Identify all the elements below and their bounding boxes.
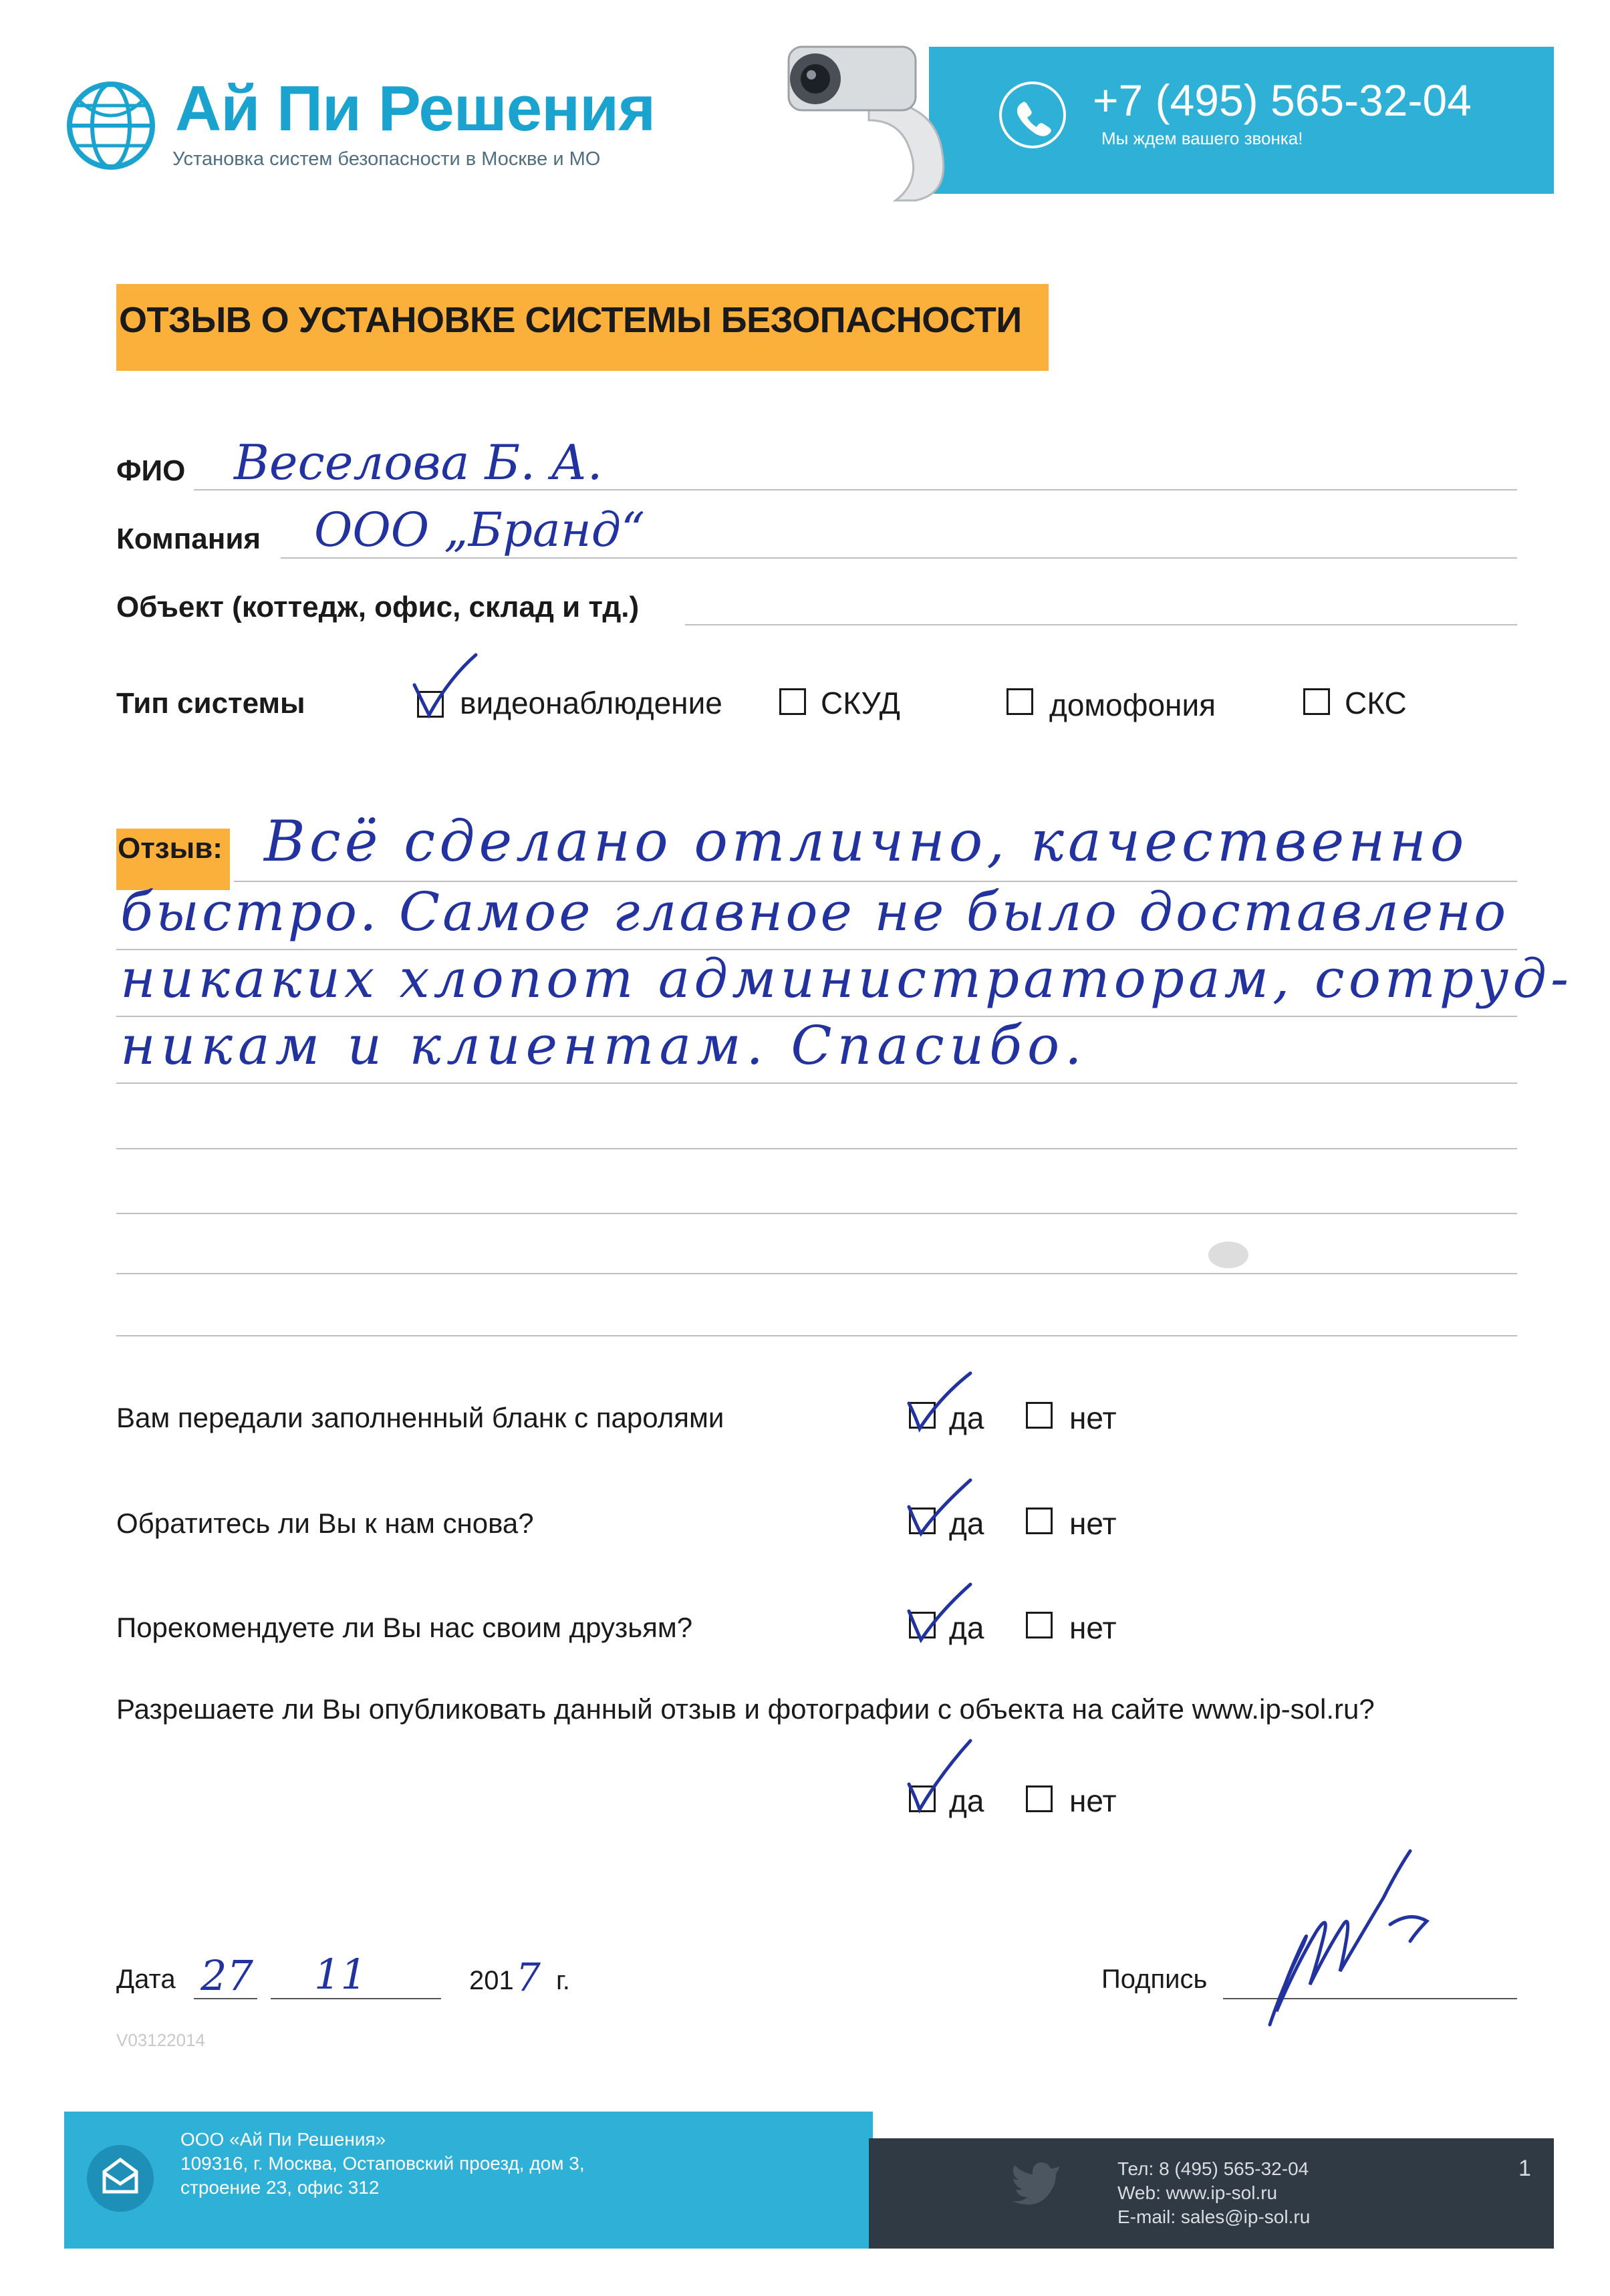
footer-web[interactable]: Web: www.ip-sol.ru <box>1117 2182 1278 2203</box>
date-label: Дата <box>116 1965 176 1994</box>
question-publish-no-label: нет <box>1069 1783 1117 1818</box>
date-day[interactable]: 27 <box>200 1951 253 2000</box>
review-line-8 <box>116 1335 1517 1336</box>
system-checkbox-sks[interactable] <box>1303 688 1330 715</box>
footer-email[interactable]: E-mail: sales@ip-sol.ru <box>1117 2206 1311 2227</box>
footer-company: ООО «Ай Пи Решения» <box>180 2129 386 2150</box>
footer-address-1: 109316, г. Москва, Остаповский проезд, дом 3, <box>180 2153 585 2174</box>
company-line <box>281 557 1517 559</box>
security-camera-icon <box>769 20 969 207</box>
system-checkbox-domofon[interactable] <box>1007 688 1033 715</box>
ink-smudge <box>1208 1242 1248 1268</box>
object-label: Объект (коттедж, офис, склад и тд.) <box>116 591 640 623</box>
date-year-prefix: 201 <box>469 1966 514 1995</box>
question-publish-yes-label: да <box>949 1783 984 1818</box>
review-line-6 <box>116 1213 1517 1214</box>
review-label: Отзыв: <box>118 832 223 865</box>
question-return-no-label: нет <box>1069 1506 1117 1541</box>
question-recommend-no-label: нет <box>1069 1610 1117 1645</box>
question-return: Обратитесь ли Вы к нам снова? <box>116 1508 534 1539</box>
question-return-no-checkbox[interactable] <box>1026 1508 1053 1534</box>
review-text-line-2[interactable]: быстро. Самое главное не было доставлено <box>120 881 1509 943</box>
globe-logo-icon <box>64 79 158 172</box>
question-publish: Разрешаете ли Вы опубликовать данный отзыв и фотографии с объекта на сайте www.ip-sol.ru? <box>116 1693 1375 1725</box>
question-recommend-no-checkbox[interactable] <box>1026 1612 1053 1638</box>
review-text-line-4[interactable]: никам и клиентам. Спасибо. <box>120 1014 1087 1077</box>
question-publish-no-checkbox[interactable] <box>1026 1785 1053 1812</box>
fio-label: ФИО <box>116 454 186 487</box>
date-year-unit: г. <box>556 1966 570 1995</box>
company-value[interactable]: ООО „Бранд“ <box>314 503 645 557</box>
company-label: Компания <box>116 523 261 555</box>
mail-icon <box>87 2145 154 2212</box>
object-line <box>685 624 1517 625</box>
review-text-line-3[interactable]: никаких хлопот администраторам, сотруд- <box>120 948 1573 1010</box>
system-type-label: Тип системы <box>116 687 305 720</box>
brand-tagline: Установка систем безопасности в Москве и МО <box>172 148 601 170</box>
fio-value[interactable]: Веселова Б. А. <box>234 434 603 490</box>
system-option-sks: СКС <box>1345 686 1407 720</box>
footer-address-2: строение 23, офис 312 <box>180 2177 380 2198</box>
form-code: V03122014 <box>116 2030 206 2050</box>
review-line-4 <box>116 1083 1517 1084</box>
phone-caption: Мы ждем вашего звонка! <box>1101 128 1303 148</box>
review-text-line-1[interactable]: Всё сделано отлично, качественно <box>264 809 1468 874</box>
system-option-video: видеонаблюдение <box>460 686 722 720</box>
brand-name: Ай Пи Решения <box>175 73 656 144</box>
date-month[interactable]: 11 <box>314 1950 367 1999</box>
question-passwords-no-checkbox[interactable] <box>1026 1402 1053 1429</box>
question-recommend: Порекомендуете ли Вы нас своим друзьям? <box>116 1612 693 1643</box>
signature-label: Подпись <box>1101 1965 1208 1994</box>
form-title: ОТЗЫВ О УСТАНОВКЕ СИСТЕМЫ БЕЗОПАСНОСТИ <box>119 300 1022 340</box>
review-line-7 <box>116 1273 1517 1274</box>
question-passwords-yes-label: да <box>949 1401 984 1435</box>
date-year-suffix[interactable]: 7 <box>516 1955 541 2000</box>
question-recommend-yes-label: да <box>949 1610 984 1645</box>
footer-tel[interactable]: Тел: 8 (495) 565-32-04 <box>1117 2158 1309 2179</box>
handwritten-signature <box>1256 1831 1470 2031</box>
phone-icon <box>999 82 1066 148</box>
page-number: 1 <box>1518 2156 1531 2181</box>
system-option-domofon: домофония <box>1049 688 1216 722</box>
system-option-skud: СКУД <box>821 686 900 720</box>
phone-number[interactable]: +7 (495) 565-32-04 <box>1093 76 1472 125</box>
review-line-5 <box>116 1148 1517 1149</box>
question-passwords-no-label: нет <box>1069 1401 1117 1435</box>
question-return-yes-label: да <box>949 1506 984 1541</box>
question-passwords: Вам передали заполненный бланк с паролями <box>116 1402 724 1433</box>
system-checkbox-skud[interactable] <box>779 688 806 715</box>
twitter-bird-icon <box>1009 2158 1063 2205</box>
